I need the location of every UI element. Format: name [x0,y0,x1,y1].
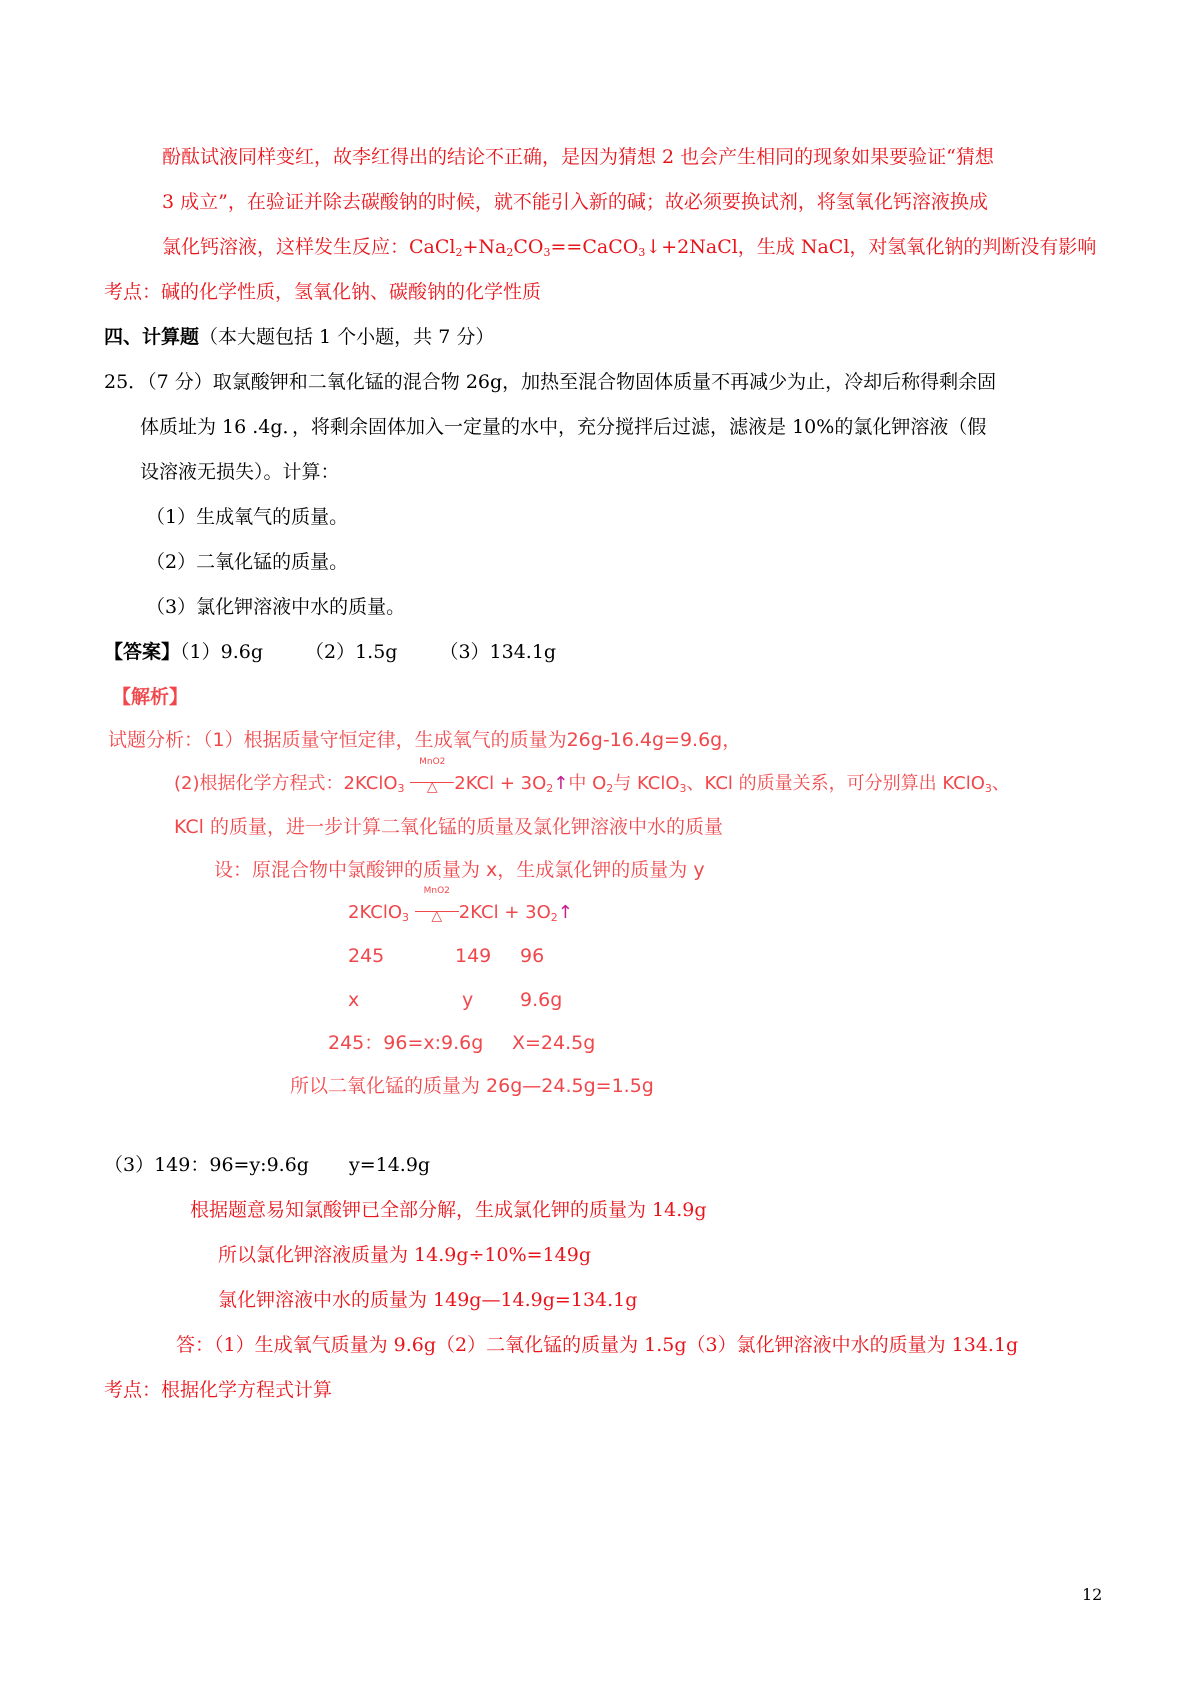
molar-mass-245: 245 [348,945,385,967]
part3-line-2: 根据题意易知氯酸钾已全部分解，生成氯化钾的质量为 14.9g [190,1199,707,1221]
question-line-1: 25．（7 分）取氯酸钾和二氧化锰的混合物 26g，加热至混合物固体质量不再减少为止，冷却后称得剩余固 [104,371,997,393]
answer-line [104,639,556,665]
variable-y: y [462,989,474,1011]
explanation-line-1: 酚酞试液同样变红，故李红得出的结论不正确，是因为猜想 2 也会产生相同的现象如果要验证“猜想 [162,146,994,168]
final-answer: 答：（1）生成氧气质量为 9.6g（2）二氧化锰的质量为 1.5g（3）氯化钾溶液中水的质量为 134.1g [176,1334,1019,1356]
text-run: +Na [462,236,507,258]
heat-triangle-icon: △ [431,908,443,924]
reaction-condition [410,757,454,797]
analysis-line-2 [174,757,1010,802]
text-run: ↓+2NaCl，生成 NaCl，对氢氧化钠的判断没有影响 [645,236,1097,258]
analysis-line-1: 试题分析：（1）根据质量守恒定律，生成氧气的质量为26g-16.4g=9.6g， [108,729,742,751]
subscript: 3 [679,782,687,795]
subscript: 2 [606,782,614,795]
section-heading [104,324,494,350]
sub-question-3: （3）氯化钾溶液中水的质量。 [146,596,406,618]
section-title: 四、计算题 [104,326,200,348]
text-run: 中 O [568,773,607,794]
ratio-line: 245：96=x:9.6g [328,1032,484,1054]
explanation-line-3 [162,234,1096,266]
part3-line-3: 所以氯化钾溶液质量为 14.9g÷10%=149g [218,1244,592,1266]
text-run: 、KCl 的质量关系，可分别算出 KClO [686,773,985,794]
subscript: 3 [543,246,551,259]
text-run: y=14.9g [348,1154,431,1176]
text-run: 2KCl + 3O [454,773,547,794]
subscript: 2 [506,246,514,259]
kaodian-2: 考点：根据化学方程式计算 [104,1379,333,1401]
text-run: 与 KClO [613,773,680,794]
kaodian-1: 考点：碱的化学性质，氢氧化钠、碳酸钠的化学性质 [104,281,542,303]
explanation-line-2: 3 成立”，在验证并除去碳酸钠的时候，就不能引入新的碱；故必须要换试剂，将氢氧化钙溶液换成 [162,191,988,213]
mno2-result: 所以二氧化锰的质量为 26g—24.5g=1.5g [290,1075,654,1097]
catalyst-label: MnO2 [423,886,450,896]
arrow-up-icon: ↑ [557,902,573,923]
text-run: 2KCl + 3O [458,902,551,923]
page-number: 12 [1082,1585,1103,1604]
answer-label: 【答案】 [104,641,181,663]
variable-oxygen: 9.6g [520,989,563,1011]
ratio-result: X=24.5g [512,1032,596,1054]
subscript: 3 [402,911,410,924]
question-line-3: 设溶液无损失）。计算： [140,461,340,483]
subscript: 3 [638,246,646,259]
part3-line-4: 氯化钾溶液中水的质量为 149g—14.9g=134.1g [218,1289,638,1311]
answer-2: （2）1.5g [304,641,398,663]
molar-mass-149: 149 [455,945,492,967]
text-run: ==CaCO [550,236,639,258]
subscript: 2 [455,246,463,259]
question-line-2: 体质址为 16 .4g．，将剩余固体加入一定量的水中，充分搅拌后过滤，滤液是 10%的氯化钾溶液（假 [140,416,987,438]
sub-question-2: （2）二氧化锰的质量。 [146,551,349,573]
molar-mass-96: 96 [520,945,545,967]
text-run: 2KClO [348,902,403,923]
analysis-line-3: KCl 的质量，进一步计算二氧化锰的质量及氯化钾溶液中水的质量 [174,816,724,838]
answer-1: （1）9.6g [180,641,263,663]
text-run: （3）149：96=y:9.6g [104,1154,309,1176]
variable-x: x [348,989,360,1011]
text-run: (2)根据化学方程式：2KClO [174,773,398,794]
answer-3: （3）134.1g [439,641,557,663]
part3-line-1 [104,1152,430,1178]
catalyst-label: MnO2 [419,757,446,767]
section-note: （本大题包括 1 个小题，共 7 分） [199,326,495,348]
subscript: 3 [397,782,405,795]
text-run: 氯化钙溶液，这样发生反应：CaCl [162,236,456,258]
sub-question-1: （1）生成氧气的质量。 [146,506,349,528]
subscript: 2 [550,911,558,924]
heat-triangle-icon: △ [426,779,438,795]
arrow-up-icon: ↑ [553,773,569,794]
analysis-line-4: 设：原混合物中氯酸钾的质量为 x，生成氯化钾的质量为 y [214,859,705,881]
text-run: CO [513,236,544,258]
subscript: 2 [546,782,554,795]
text-run: 、 [991,773,1010,794]
analysis-label: 【解析】 [112,686,189,708]
subscript: 3 [984,782,992,795]
reaction-condition [415,886,459,926]
equation-line [348,886,573,931]
